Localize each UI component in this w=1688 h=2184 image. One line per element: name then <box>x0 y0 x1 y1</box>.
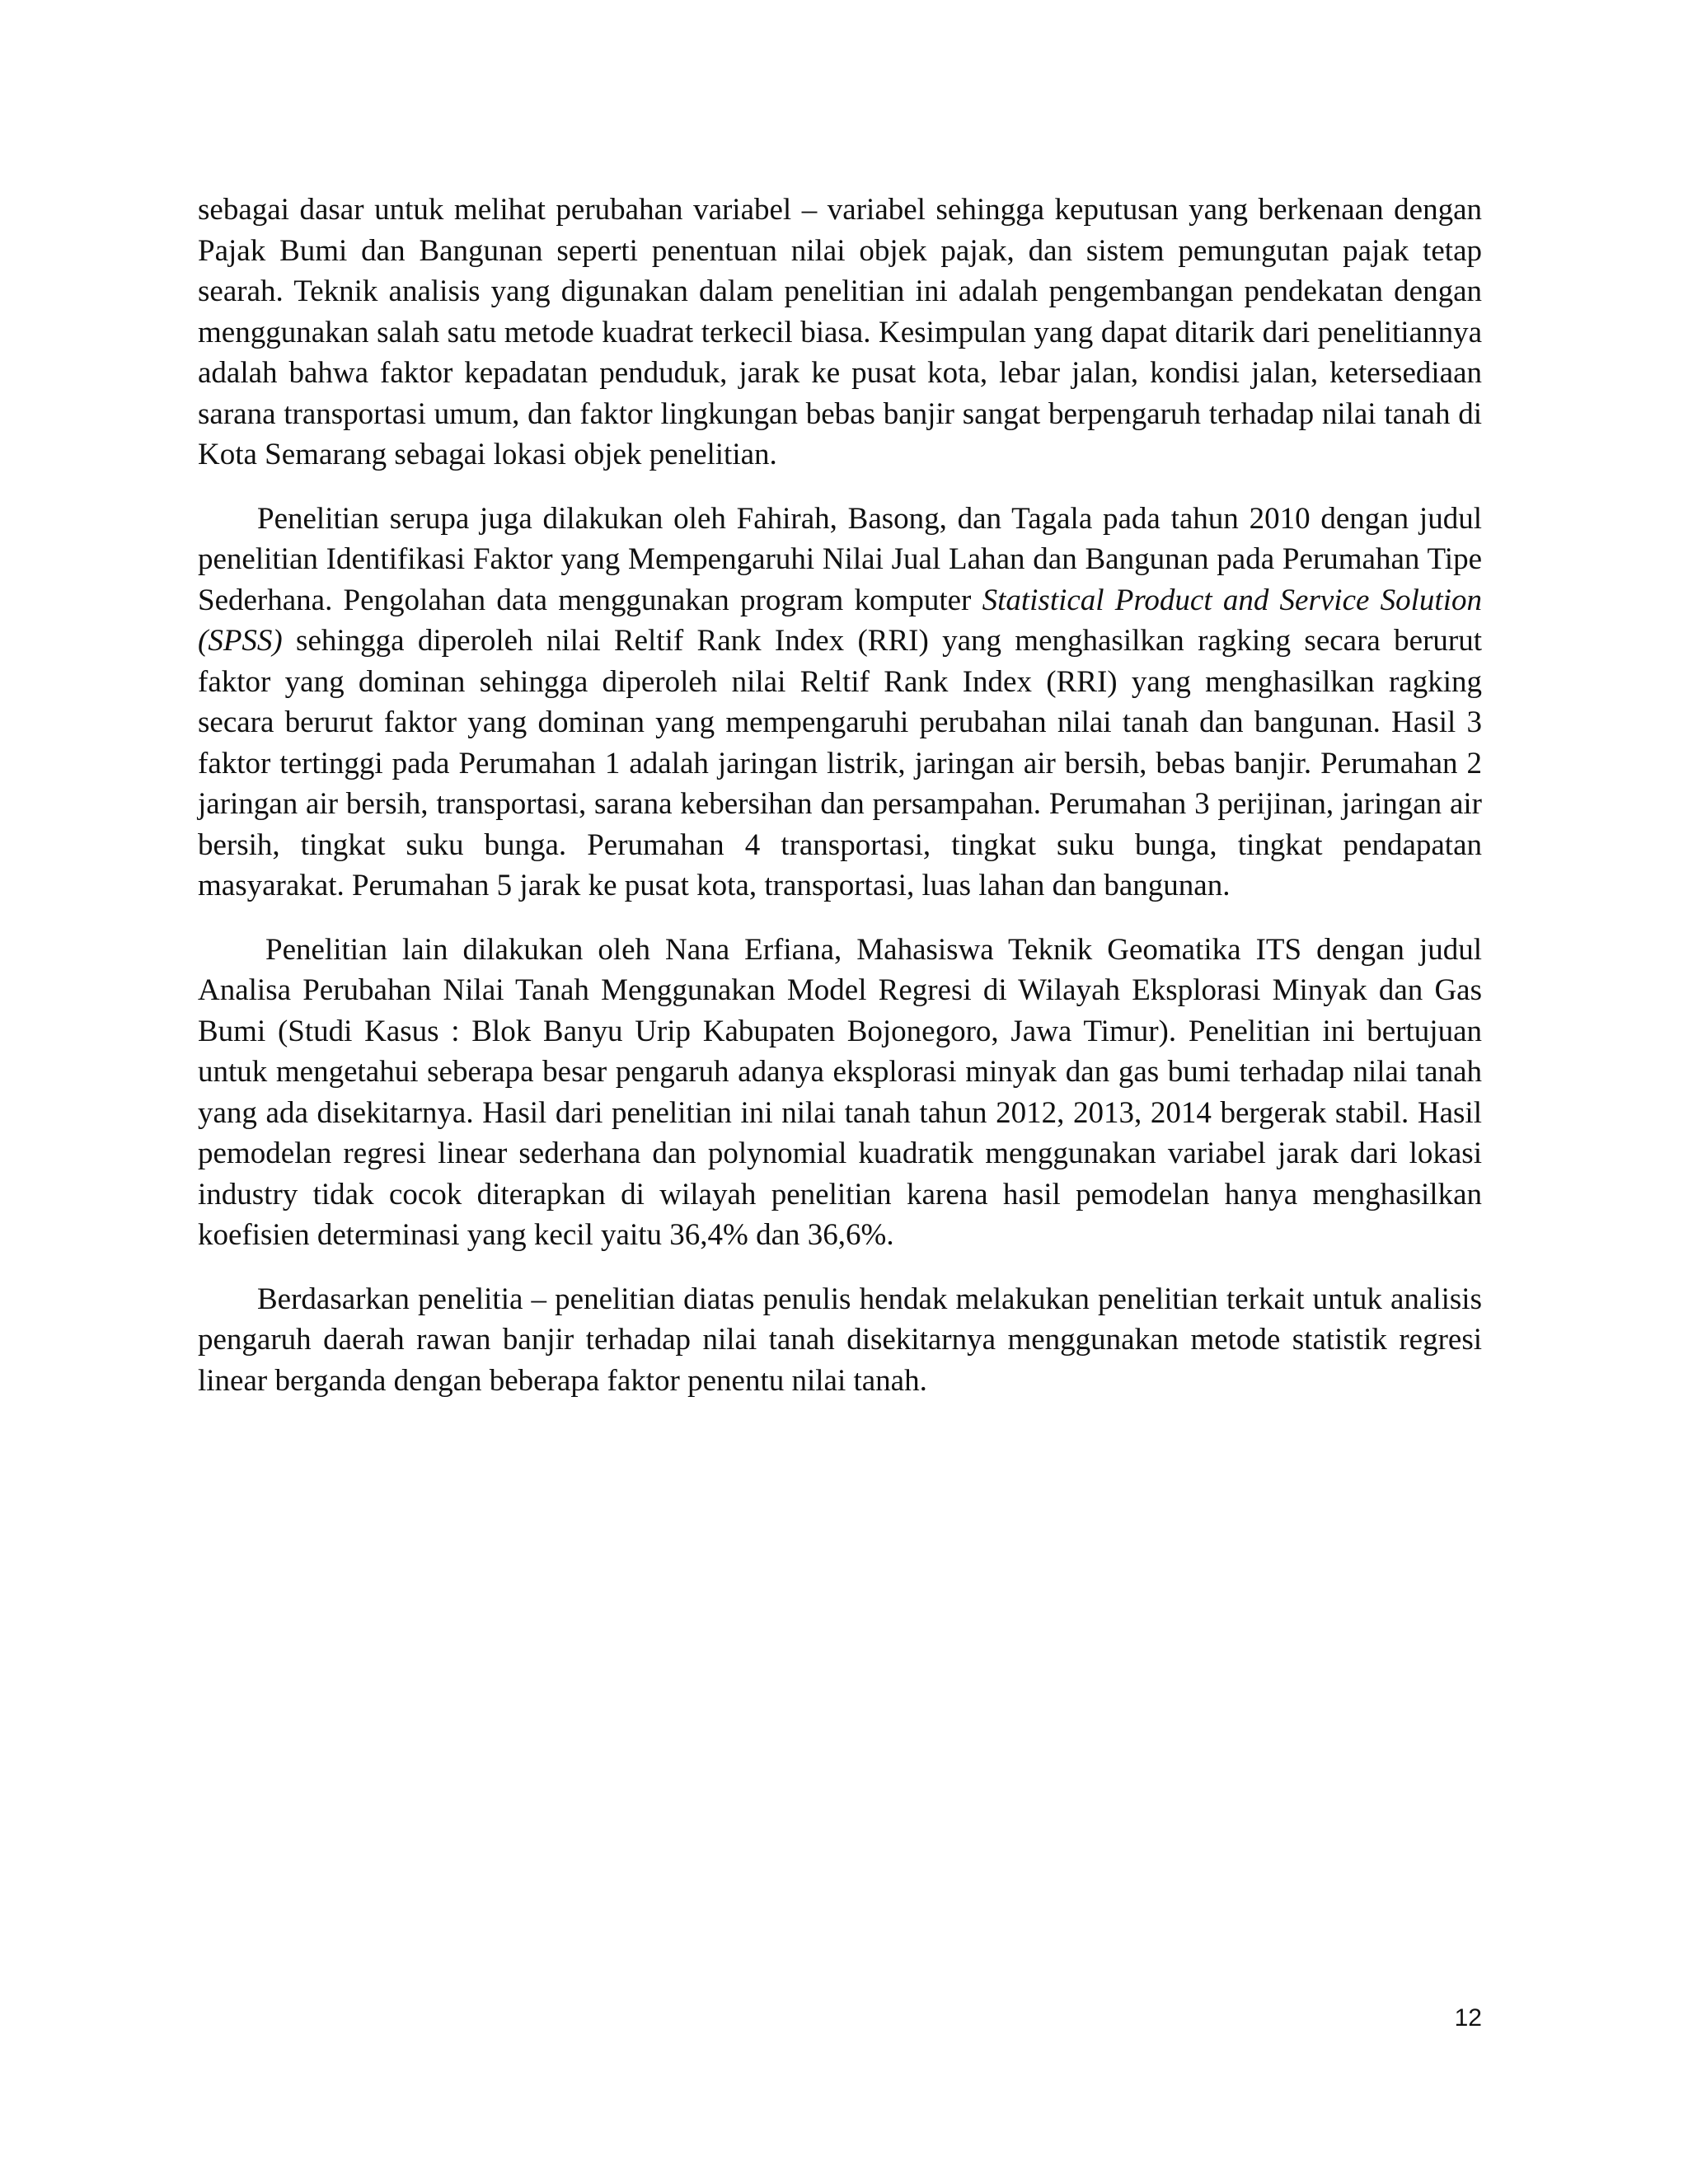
paragraph-3: Penelitian lain dilakukan oleh Nana Erfiana, Mahasiswa Teknik Geomatika ITS dengan judul Analisa Perubahan Nilai Tanah Menggunakan Model Regresi di Wilayah Eksplorasi Minyak dan Gas Bumi (Studi Kasus : Blok Banyu Urip Kabupaten Bojonegoro, Jawa Timur). Penelitian ini bertujuan untuk mengetahui seberapa besar pengaruh adanya eksplorasi minyak dan gas bumi terhadap nilai tanah yang ada disekitarnya. Hasil dari penelitian ini nilai tanah tahun 2012, 2013, 2014 bergerak stabil. Hasil pemodelan regresi linear sederhana dan polynomial kuadratik menggunakan variabel jarak dari lokasi industry tidak cocok diterapkan di wilayah penelitian karena hasil pemodelan hanya menghasilkan koefisien determinasi yang kecil yaitu 36,4% dan 36,6%. <box>198 932 1482 1252</box>
spss-term: Statistical Product and Service Solution (SPSS) <box>198 583 1482 658</box>
paragraph-4: Berdasarkan penelitia – penelitian diatas penulis hendak melakukan penelitian terkait untuk analisis pengaruh daerah rawan banjir terhadap nilai tanah disekitarnya menggunakan metode statistik regresi linear berganda dengan beberapa faktor penentu nilai tanah. <box>198 1282 1482 1398</box>
paragraph-2 <box>198 499 1482 907</box>
document-body <box>198 190 1482 1424</box>
paragraph-2-text-end: sehingga diperoleh nilai Reltif Rank Index (RRI) yang menghasilkan ragking secara berurut faktor yang dominan sehingga diperoleh nilai Reltif Rank Index (RRI) yang menghasilkan ragking secara berurut faktor yang dominan yang mempengaruhi perubahan nilai tanah dan bangunan. Hasil 3 faktor tertinggi pada Perumahan 1 adalah jaringan listrik, jaringan air bersih, bebas banjir. Perumahan 2 jaringan air bersih, transportasi, sarana kebersihan dan persampahan. Perumahan 3 perijinan, jaringan air bersih, tingkat suku bunga. Perumahan 4 transportasi, tingkat suku bunga, tingkat pendapatan masyarakat. Perumahan 5 jarak ke pusat kota, transportasi, luas lahan dan bangunan. <box>198 624 1482 902</box>
paragraph-1: sebagai dasar untuk melihat perubahan variabel – variabel sehingga keputusan yang berkenaan dengan Pajak Bumi dan Bangunan seperti penentuan nilai objek pajak, dan sistem pemungutan pajak tetap searah. Teknik analisis yang digunakan dalam penelitian ini adalah pengembangan pendekatan dengan menggunakan salah satu metode kuadrat terkecil biasa. Kesimpulan yang dapat ditarik dari penelitiannya adalah bahwa faktor kepadatan penduduk, jarak ke pusat kota, lebar jalan, kondisi jalan, ketersediaan sarana transportasi umum, dan faktor lingkungan bebas banjir sangat berpengaruh terhadap nilai tanah di Kota Semarang sebagai lokasi objek penelitian. <box>198 193 1482 471</box>
page-number: 12 <box>1454 2004 1482 2032</box>
paragraph-2-text-start: Penelitian serupa juga dilakukan oleh Fahirah, Basong, dan Tagala pada tahun 2010 dengan judul penelitian Identifikasi Faktor yang Mempengaruhi Nilai Jual Lahan dan Bangunan pada Perumahan Tipe Sederhana. Pengolahan data menggunakan program komputer <box>198 501 1482 617</box>
